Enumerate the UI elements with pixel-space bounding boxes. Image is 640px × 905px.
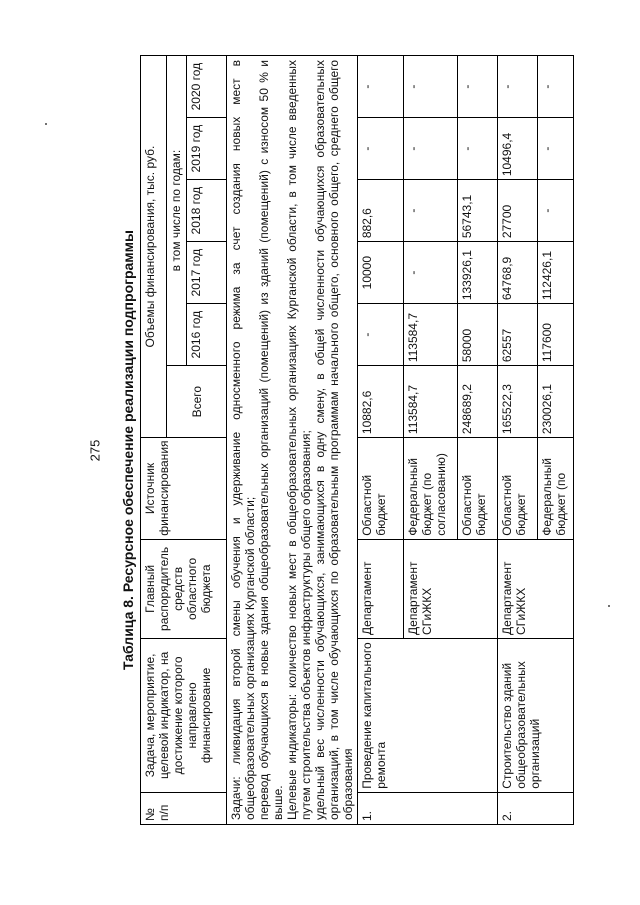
source-cell: Областной бюджет (358, 438, 404, 540)
indicator-paragraph: удельный вес численности обучающихся, занимающихся в одну смену, в общей численности обучающихся образовательных организаций, в том числе обучающихся по образовательным программам начального общего, основного общего, среднего общего образования (313, 60, 355, 820)
year-cell: 64768,9 (498, 242, 538, 304)
year-cell: - (458, 118, 498, 180)
task-paragraph: Задачи: ликвидация второй смены обучения и удерживание односменного режима за счет создания новых мест в общеобразовательных организациях Курганской области; (229, 60, 257, 820)
total-cell: 165522,3 (498, 366, 538, 438)
year-cell: 117600 (538, 304, 574, 366)
source-cell: Федеральный бюджет (по (538, 438, 574, 540)
header-volume: Объемы финансирования, тыс. руб. (141, 56, 167, 438)
year-cell: - (404, 118, 458, 180)
row-num: 2. (498, 792, 574, 824)
year-cell: - (538, 118, 574, 180)
header-year-2016: 2016 год (187, 304, 227, 366)
year-cell: 62557 (498, 304, 538, 366)
year-cell: 133926,1 (458, 242, 498, 304)
year-cell: - (358, 56, 404, 118)
year-cell: - (498, 56, 538, 118)
row-num: 1. (358, 792, 498, 824)
task-paragraph: перевод обучающихся в новые здания общеобразовательных организаций (помещений) из зданий (помещений) с износом 50 % и выше. (257, 60, 285, 820)
total-cell: 10882,6 (358, 366, 404, 438)
header-task: Задача, мероприятие, целевой индикатор, на достижение которого направлено финансирование (141, 638, 227, 792)
source-cell: Областной бюджет (458, 438, 498, 540)
header-manager: Главный распорядитель средств областного бюджета (141, 539, 227, 638)
row-name: Строительство зданий общеобразовательных организаций (498, 638, 574, 792)
table-title: Таблица 8. Ресурсное обеспечение реализации подпрограммы (120, 230, 136, 670)
page-number: 275 (87, 439, 103, 462)
indicator-paragraph: Целевые индикаторы: количество новых мест в общеобразовательных организациях Курганской области, в том числе введенных путем строительства объектов инфраструктуры общего образования; (285, 60, 313, 820)
header-total: Всего (167, 366, 227, 438)
year-cell: 112426,1 (538, 242, 574, 304)
manager-cell: Департамент СГиЖКХ (404, 539, 498, 638)
total-cell: 248689,2 (458, 366, 498, 438)
year-cell: 10000 (358, 242, 404, 304)
total-cell: 113584,7 (404, 366, 458, 438)
year-cell: 882,6 (358, 180, 404, 242)
year-cell: - (538, 180, 574, 242)
year-cell: 58000 (458, 304, 498, 366)
source-cell: Федеральный бюджет (по согласованию) (404, 438, 458, 540)
header-year-2018: 2018 год (187, 180, 227, 242)
year-cell: - (358, 304, 404, 366)
table-row (358, 56, 404, 825)
header-year-2017: 2017 год (187, 242, 227, 304)
year-cell: - (404, 242, 458, 304)
year-cell: 56743,1 (458, 180, 498, 242)
manager-cell: Департамент СГиЖКХ (498, 539, 574, 638)
resource-table (140, 55, 574, 825)
row-name: Проведение капитального ремонта (358, 638, 498, 792)
year-cell: 113584,7 (404, 304, 458, 366)
year-cell: - (538, 56, 574, 118)
header-year-2020: 2020 год (187, 56, 227, 118)
year-cell: 27700 (498, 180, 538, 242)
manager-cell: Департамент (358, 539, 404, 638)
rotated-page-content (122, 55, 612, 845)
source-cell: Областной бюджет (498, 438, 538, 540)
year-cell: - (458, 56, 498, 118)
header-by-years: в том числе по годам: (167, 56, 187, 366)
scan-speck (608, 605, 610, 607)
scan-speck (45, 123, 47, 125)
header-num: № п/п (141, 792, 227, 824)
year-cell: - (404, 56, 458, 118)
year-cell: 10496,4 (498, 118, 538, 180)
year-cell: - (358, 118, 404, 180)
year-cell: - (404, 180, 458, 242)
header-source: Источник финансирования (141, 438, 227, 540)
header-year-2019: 2019 год (187, 118, 227, 180)
tasks-indicators-cell (227, 56, 358, 825)
total-cell: 230026,1 (538, 366, 574, 438)
table-row (498, 56, 538, 825)
